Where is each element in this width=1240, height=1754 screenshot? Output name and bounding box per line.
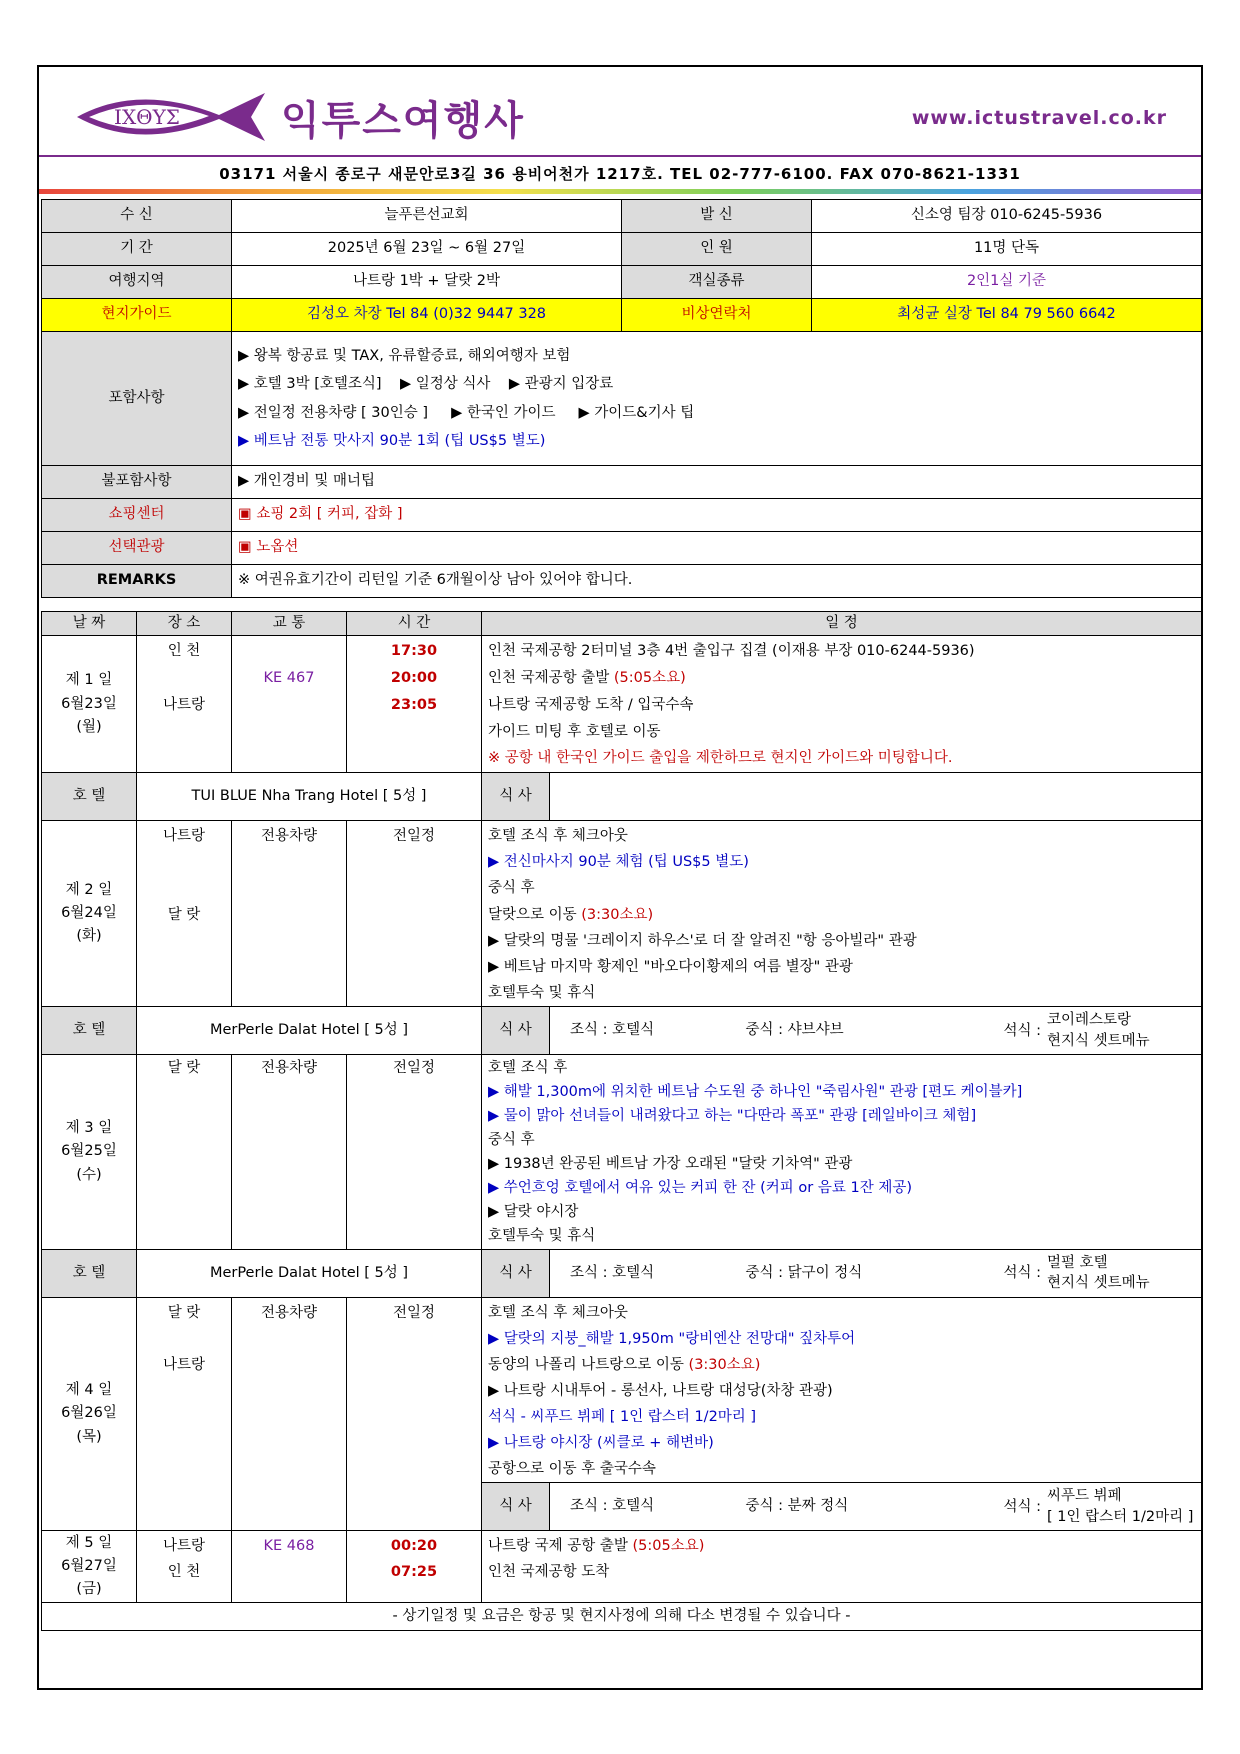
shopping-label: 쇼핑센터 — [42, 499, 232, 532]
itinerary-line: ▶ 달랏의 지붕_해발 1,950m "랑비엔산 전망대" 짚차투어 — [488, 1330, 856, 1347]
day-date: 6월27일 — [61, 1558, 117, 1575]
people-value: 11명 단독 — [812, 233, 1202, 266]
day-weekday: (월) — [76, 718, 102, 735]
optional-value: 노옵션 — [256, 539, 299, 556]
lunch: 중식 : 닭구이 정식 — [740, 1249, 940, 1297]
excluded-label: 불포함사항 — [42, 466, 232, 499]
itinerary-line: 중식 후 — [488, 1132, 535, 1149]
included-item: ▶ 호텔 3박 [호텔조식] ▶ 일정상 식사 ▶ 관광지 입장료 — [238, 376, 614, 393]
header-place: 장 소 — [137, 612, 232, 636]
info-row — [42, 200, 1202, 233]
footer-note: - 상기일정 및 요금은 항공 및 현지사정에 의해 다소 변경될 수 있습니다 - — [42, 1603, 1202, 1631]
included-item: ▶ 전일정 전용차량 [ 30인승 ] ▶ 한국인 가이드 ▶ 가이드&기사 팁 — [238, 404, 695, 421]
guide-label: 현지가이드 — [42, 299, 232, 332]
time-cell: 전일정 — [347, 821, 482, 1007]
letterhead — [39, 67, 1201, 195]
itinerary-cell — [482, 1531, 1202, 1603]
itinerary-line: 석식 - 씨푸드 뷔페 [ 1인 랍스터 1/2마리 ] — [488, 1409, 757, 1425]
place-cell — [137, 1297, 232, 1531]
guide-value: 김성오 차장 Tel 84 (0)32 9447 328 — [232, 299, 622, 332]
shopping-row — [42, 499, 1202, 532]
day-row — [42, 1531, 1202, 1603]
place: 인 천 — [167, 643, 201, 660]
dinner-cell — [940, 1007, 1202, 1055]
flight-number: KE 468 — [232, 1531, 347, 1603]
included-row — [42, 332, 1202, 466]
itinerary-line: 인천 국제공항 도착 — [488, 1564, 610, 1581]
hotel-name: TUI BLUE Nha Trang Hotel [ 5성 ] — [137, 773, 482, 821]
info-table — [41, 199, 1202, 598]
itinerary-page — [37, 65, 1203, 1690]
meal-label: 식 사 — [482, 773, 550, 821]
itinerary-cell — [482, 821, 1202, 1007]
schedule-header-row — [42, 612, 1202, 636]
day-row — [42, 821, 1202, 1007]
itinerary-line: 나트랑 국제공항 도착 / 입국수속 — [488, 696, 694, 713]
remarks-label: REMARKS — [42, 565, 232, 598]
room-value: 2인1실 기준 — [812, 266, 1202, 299]
itinerary-line: ▶ 쑤언흐엉 호텔에서 여유 있는 커피 한 잔 (커피 or 음료 1잔 제공) — [488, 1179, 912, 1196]
itinerary-line: ※ 공항 내 한국인 가이드 출입을 제한하므로 현지인 가이드와 미팅합니다. — [488, 750, 953, 767]
place: 인 천 — [167, 1564, 201, 1581]
dinner: 현지식 셋트메뉴 — [1047, 1032, 1150, 1049]
day-cell — [42, 1055, 137, 1249]
itinerary-line: 달랏으로 이동 (3:30소요) — [488, 906, 654, 923]
day-number: 제 3 일 — [65, 1120, 113, 1137]
included-label: 포함사항 — [42, 332, 232, 466]
time-cell — [347, 1531, 482, 1603]
itinerary-line: 가이드 미팅 후 호텔로 이동 — [488, 723, 661, 740]
day-row — [42, 636, 1202, 773]
place: 달 랏 — [167, 1304, 201, 1321]
day-cell — [42, 636, 137, 773]
day-row — [42, 1055, 1202, 1249]
included-item: ▶ 베트남 전통 맛사지 90분 1회 (팁 US$5 별도) — [238, 432, 546, 449]
room-label: 객실종류 — [622, 266, 812, 299]
sender-label: 발 신 — [622, 200, 812, 233]
place-cell — [137, 821, 232, 1007]
transport-cell: 전용차량 — [232, 1297, 347, 1531]
itinerary-line: ▶ 물이 맑아 선녀들이 내려왔다고 하는 "다딴라 폭포" 관광 [레일바이크 체험] — [488, 1108, 977, 1125]
meal-cell — [550, 773, 1202, 821]
header-transport: 교 통 — [232, 612, 347, 636]
itinerary-line: 호텔투숙 및 휴식 — [488, 1227, 596, 1244]
rainbow-divider — [39, 189, 1201, 194]
place-cell — [137, 636, 232, 773]
itinerary-cell — [482, 1055, 1202, 1249]
itinerary-line: 동양의 나폴리 나트랑으로 이동 (3:30소요) — [488, 1356, 761, 1373]
day-weekday: (금) — [76, 1581, 102, 1598]
remarks-value: ※ 여권유효기간이 리턴일 기준 6개월이상 남아 있어야 합니다. — [232, 565, 1202, 598]
region-label: 여행지역 — [42, 266, 232, 299]
day-weekday: (수) — [76, 1166, 102, 1183]
itinerary-line: ▶ 베트남 마지막 황제인 "바오다이황제의 여름 별장" 관광 — [488, 958, 853, 975]
itinerary-line: 중식 후 — [488, 880, 535, 897]
day-number: 제 4 일 — [65, 1382, 113, 1399]
day-number: 제 5 일 — [65, 1535, 113, 1551]
lunch: 중식 : 분짜 정식 — [740, 1483, 940, 1531]
dinner: [ 1인 랍스터 1/2마리 ] — [1047, 1508, 1194, 1525]
meal-label: 식 사 — [482, 1483, 550, 1531]
place-cell: 달 랏 — [137, 1055, 232, 1249]
optional-row — [42, 532, 1202, 565]
hotel-row — [42, 773, 1202, 821]
guide-row — [42, 299, 1202, 332]
place: 나트랑 — [162, 828, 206, 845]
remarks-row — [42, 565, 1202, 598]
day-cell — [42, 1531, 137, 1603]
period-value: 2025년 6월 23일 ~ 6월 27일 — [232, 233, 622, 266]
dinner: 코이레스토랑 — [1047, 1012, 1132, 1029]
dinner-cell — [940, 1249, 1202, 1297]
itinerary-line: ▶ 달랏 야시장 — [488, 1203, 579, 1220]
emergency-label: 비상연락처 — [622, 299, 812, 332]
place: 나트랑 — [162, 696, 206, 713]
period-label: 기 간 — [42, 233, 232, 266]
header-time: 시 간 — [347, 612, 482, 636]
hotel-row — [42, 1007, 1202, 1055]
time: 23:05 — [390, 696, 438, 713]
emergency-value: 최성균 실장 Tel 84 79 560 6642 — [812, 299, 1202, 332]
time: 00:20 — [390, 1538, 438, 1555]
footer-row — [42, 1603, 1202, 1631]
transport-cell: 전용차량 — [232, 821, 347, 1007]
place: 나트랑 — [162, 1356, 206, 1373]
day-date: 6월25일 — [61, 1143, 117, 1160]
itinerary-line: 호텔 조식 후 체크아웃 — [488, 828, 628, 845]
itinerary-line: 인천 국제공항 2터미널 3층 4번 출입구 집결 (이재용 부장 010-6244-5936) — [488, 643, 975, 660]
itinerary-line: 호텔 조식 후 — [488, 1060, 568, 1077]
time: 17:30 — [390, 643, 438, 660]
itinerary-line: ▶ 나트랑 야시장 (씨클로 + 해변바) — [488, 1435, 714, 1452]
info-row — [42, 266, 1202, 299]
breakfast: 조식 : 호텔식 — [550, 1483, 740, 1531]
excluded-row — [42, 466, 1202, 499]
itinerary-line: 호텔 조식 후 체크아웃 — [488, 1304, 628, 1321]
day-number: 제 1 일 — [65, 672, 113, 689]
time: 07:25 — [390, 1564, 438, 1581]
hotel-label: 호 텔 — [42, 1007, 137, 1055]
dinner-label: 석식 : — [1003, 1498, 1042, 1515]
itinerary-line: ▶ 달랏의 명물 '크레이지 하우스'로 더 잘 알려진 "항 응아빌라" 관광 — [488, 932, 917, 949]
header-date: 날 짜 — [42, 612, 137, 636]
dinner-cell — [940, 1483, 1202, 1531]
transport-cell — [232, 636, 347, 773]
info-row — [42, 233, 1202, 266]
meal-label: 식 사 — [482, 1249, 550, 1297]
time-cell: 전일정 — [347, 1297, 482, 1531]
flight-number: KE 467 — [263, 670, 315, 686]
checkbox-icon: ▣ — [238, 539, 252, 556]
dinner: 멀펄 호텔 — [1047, 1254, 1108, 1271]
day-weekday: (목) — [76, 1428, 102, 1445]
hotel-name: MerPerle Dalat Hotel [ 5성 ] — [137, 1249, 482, 1297]
recipient-label: 수 신 — [42, 200, 232, 233]
time-cell: 전일정 — [347, 1055, 482, 1249]
place: 달 랏 — [167, 906, 201, 923]
place-cell — [137, 1531, 232, 1603]
svg-text:IXΘYΣ: IXΘYΣ — [114, 105, 180, 129]
day-weekday: (화) — [76, 928, 102, 945]
company-name: 익투스여행사 — [281, 98, 525, 144]
header-itinerary: 일 정 — [482, 612, 1202, 636]
place: 나트랑 — [162, 1538, 206, 1555]
meal-label: 식 사 — [482, 1007, 550, 1055]
itinerary-line: 공항으로 이동 후 출국수속 — [488, 1461, 656, 1478]
dinner-label: 석식 : — [1003, 1264, 1042, 1281]
transport-cell: 전용차량 — [232, 1055, 347, 1249]
itinerary-line: 인천 국제공항 출발 (5:05소요) — [488, 670, 686, 686]
dinner-label: 석식 : — [1003, 1022, 1042, 1039]
itinerary-line: 나트랑 국제 공항 출발 (5:05소요) — [488, 1538, 705, 1555]
time: 20:00 — [390, 670, 438, 686]
day-date: 6월26일 — [61, 1405, 117, 1422]
excluded-value: ▶ 개인경비 및 매너팁 — [232, 466, 1202, 499]
included-item: ▶ 왕복 항공료 및 TAX, 유류할증료, 해외여행자 보험 — [238, 347, 571, 364]
schedule-table — [41, 611, 1202, 1631]
itinerary-line: ▶ 1938년 완공된 베트남 가장 오래된 "달랏 기차역" 관광 — [488, 1155, 853, 1172]
itinerary-line: ▶ 나트랑 시내투어 - 롱선사, 나트랑 대성당(차창 관광) — [488, 1382, 833, 1399]
lunch: 중식 : 샤브샤브 — [740, 1007, 940, 1055]
dinner: 씨푸드 뷔페 — [1047, 1488, 1122, 1505]
hotel-name: MerPerle Dalat Hotel [ 5성 ] — [137, 1007, 482, 1055]
day-row — [42, 1297, 1202, 1483]
day-cell — [42, 821, 137, 1007]
sender-value: 신소영 팀장 010-6245-5936 — [812, 200, 1202, 233]
hotel-row — [42, 1249, 1202, 1297]
optional-label: 선택관광 — [42, 532, 232, 565]
website-url[interactable]: www.ictustravel.co.kr — [911, 107, 1167, 129]
header-divider — [39, 155, 1201, 157]
people-label: 인 원 — [622, 233, 812, 266]
day-number: 제 2 일 — [65, 881, 113, 898]
time-cell — [347, 636, 482, 773]
itinerary-cell — [482, 636, 1202, 773]
itinerary-line: 호텔투숙 및 휴식 — [488, 984, 596, 1001]
hotel-label: 호 텔 — [42, 773, 137, 821]
day-cell — [42, 1297, 137, 1531]
breakfast: 조식 : 호텔식 — [550, 1007, 740, 1055]
itinerary-cell — [482, 1297, 1202, 1483]
day-date: 6월23일 — [61, 695, 117, 712]
breakfast: 조식 : 호텔식 — [550, 1249, 740, 1297]
dinner: 현지식 셋트메뉴 — [1047, 1275, 1150, 1292]
day-date: 6월24일 — [61, 905, 117, 922]
company-address: 03171 서울시 종로구 새문안로3길 36 용비어천가 1217호. TEL 02-777-6100. FAX 070-8621-1331 — [219, 165, 1021, 183]
itinerary-line: ▶ 해발 1,300m에 위치한 베트남 수도원 중 하나인 "죽림사원" 관광 [편도 케이블카] — [488, 1084, 1023, 1101]
region-value: 나트랑 1박 + 달랏 2박 — [232, 266, 622, 299]
hotel-label: 호 텔 — [42, 1249, 137, 1297]
itinerary-line: ▶ 전신마사지 90분 체험 (팁 US$5 별도) — [488, 854, 749, 871]
checkbox-icon: ▣ — [238, 506, 252, 523]
ichthys-fish-logo — [69, 89, 269, 149]
recipient-value: 늘푸른선교회 — [232, 200, 622, 233]
shopping-value: 쇼핑 2회 [ 커피, 잡화 ] — [256, 506, 403, 523]
